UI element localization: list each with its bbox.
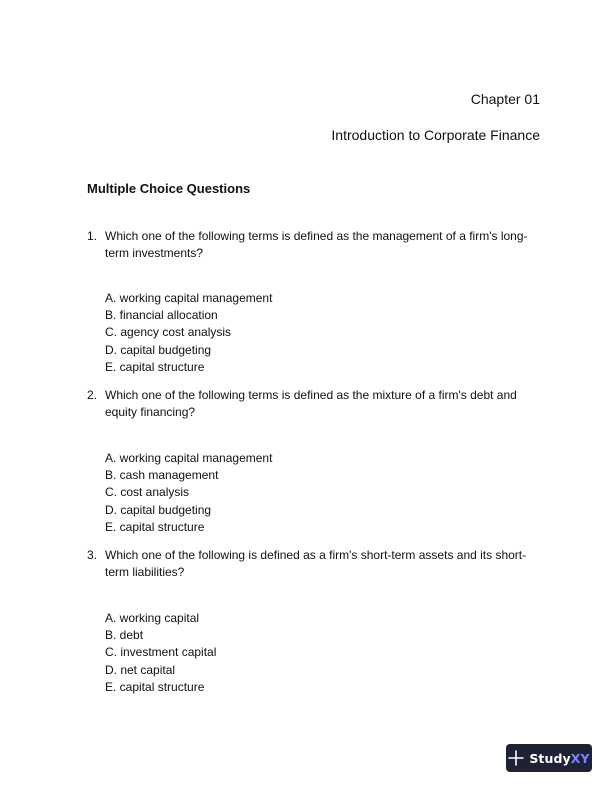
option: E. capital structure bbox=[105, 359, 205, 374]
plus-icon bbox=[508, 750, 524, 766]
question-number: 2. bbox=[87, 388, 98, 402]
option: C. cost analysis bbox=[105, 485, 190, 500]
chapter-subtitle: Introduction to Corporate Finance bbox=[331, 127, 540, 143]
question-1-options bbox=[105, 290, 272, 376]
question-number: 1. bbox=[87, 229, 98, 243]
option: C. agency cost analysis bbox=[105, 325, 232, 340]
option: E. capital structure bbox=[105, 519, 205, 534]
option: B. cash management bbox=[105, 468, 219, 483]
option: C. investment capital bbox=[105, 645, 217, 660]
option: B. financial allocation bbox=[105, 308, 218, 323]
question-3 bbox=[87, 547, 542, 581]
option: D. capital budgeting bbox=[105, 342, 212, 357]
question-number: 3. bbox=[87, 548, 98, 562]
question-2 bbox=[87, 387, 542, 421]
question-3-options bbox=[105, 610, 216, 696]
option: A. working capital management bbox=[105, 451, 273, 465]
brand-part-study: Study bbox=[529, 750, 571, 766]
option: A. working capital management bbox=[105, 291, 273, 305]
option: A. working capital bbox=[105, 611, 200, 625]
option: D. capital budgeting bbox=[105, 502, 212, 517]
studyxy-logo-text bbox=[529, 751, 589, 766]
studyxy-badge[interactable] bbox=[506, 744, 592, 772]
chapter-title: Chapter 01 bbox=[470, 91, 540, 107]
question-2-options bbox=[105, 450, 272, 536]
question-text: Which one of the following is defined as a firm's short-term assets and its short-term liabilities? bbox=[105, 548, 527, 579]
section-heading: Multiple Choice Questions bbox=[87, 181, 251, 196]
option: E. capital structure bbox=[105, 679, 205, 694]
question-text: Which one of the following terms is defined as the management of a firm's long-term investments? bbox=[105, 229, 528, 260]
question-1 bbox=[87, 228, 542, 262]
option: D. net capital bbox=[105, 662, 176, 677]
question-text: Which one of the following terms is defined as the mixture of a firm's debt and equity financing? bbox=[105, 388, 517, 419]
option: B. debt bbox=[105, 628, 144, 643]
brand-part-xy: XY bbox=[570, 750, 590, 766]
